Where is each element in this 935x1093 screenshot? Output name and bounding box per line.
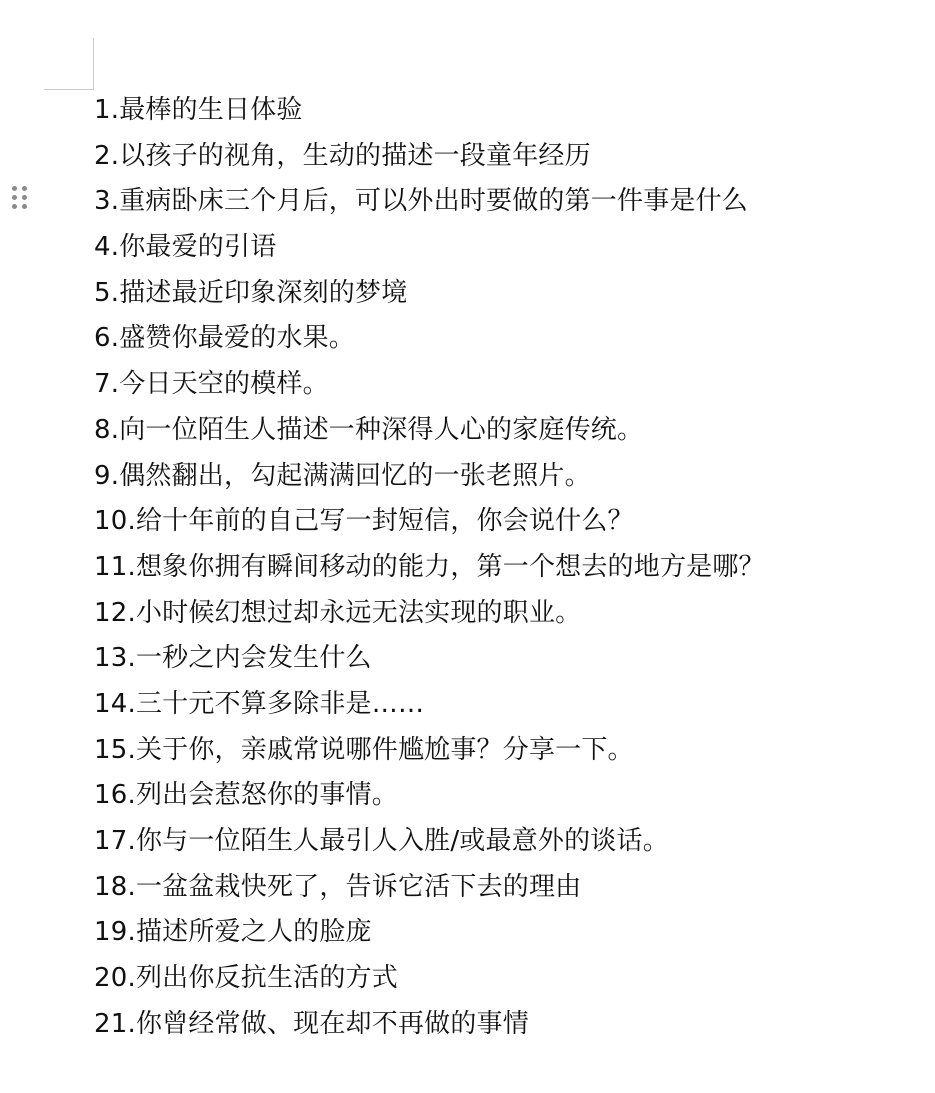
list-item[interactable]: 20.列出你反抗生活的方式 bbox=[94, 963, 398, 994]
list-item[interactable]: 16.列出会惹怒你的事情。 bbox=[94, 780, 398, 811]
list-item[interactable]: 1.最棒的生日体验 bbox=[94, 95, 303, 125]
drag-handle-icon[interactable] bbox=[10, 186, 30, 218]
list-item[interactable]: 11.想象你拥有瞬间移动的能力，第一个想去的地方是哪？ bbox=[94, 551, 765, 582]
list-item[interactable]: 15.关于你，亲戚常说哪件尴尬事？分享一下。 bbox=[94, 734, 634, 765]
list-item[interactable]: 4.你最爱的引语 bbox=[94, 232, 277, 263]
list-item[interactable]: 21.你曾经常做、现在却不再做的事情 bbox=[94, 1008, 529, 1039]
list-item[interactable]: 5.描述最近印象深刻的梦境 bbox=[94, 277, 408, 308]
list-item[interactable]: 12.小时候幻想过却永远无法实现的职业。 bbox=[94, 597, 582, 628]
page-corner-mark bbox=[44, 38, 94, 90]
list-item[interactable]: 6.盛赞你最爱的水果。 bbox=[94, 323, 356, 354]
prompt-list bbox=[94, 88, 924, 1047]
list-item[interactable]: 18.一盆盆栽快死了，告诉它活下去的理由 bbox=[94, 871, 582, 902]
list-item[interactable]: 2.以孩子的视角，生动的描述一段童年经历 bbox=[94, 140, 591, 171]
list-item[interactable]: 14.三十元不算多除非是…… bbox=[94, 688, 425, 719]
list-item[interactable]: 13.一秒之内会发生什么 bbox=[94, 643, 372, 674]
list-item[interactable]: 10.给十年前的自己写一封短信，你会说什么？ bbox=[94, 506, 634, 537]
list-item[interactable]: 7.今日天空的模样。 bbox=[94, 369, 329, 400]
list-item[interactable]: 3.重病卧床三个月后，可以外出时要做的第一件事是什么 bbox=[94, 186, 749, 217]
list-item[interactable]: 19.描述所爱之人的脸庞 bbox=[94, 917, 372, 948]
list-item[interactable]: 17.你与一位陌生人最引人入胜/或最意外的谈话。 bbox=[94, 826, 669, 856]
list-item[interactable]: 9.偶然翻出，勾起满满回忆的一张老照片。 bbox=[94, 460, 591, 491]
list-item[interactable]: 8.向一位陌生人描述一种深得人心的家庭传统。 bbox=[94, 414, 644, 445]
